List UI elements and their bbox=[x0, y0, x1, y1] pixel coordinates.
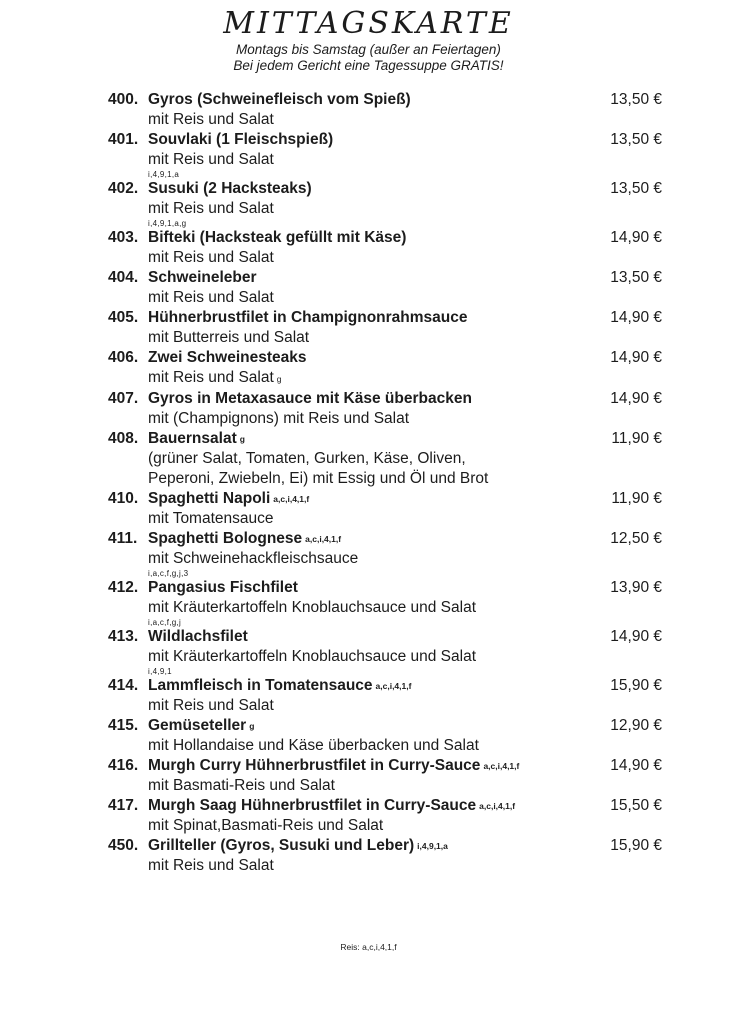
item-description-text: mit Reis und Salat bbox=[148, 151, 274, 168]
page-header bbox=[0, 0, 737, 74]
item-number: 413. bbox=[108, 628, 139, 645]
menu-item bbox=[108, 627, 662, 676]
subtitle-days: Montags bis Samstag (außer an Feiertagen) bbox=[236, 42, 501, 57]
item-price: 14,90 € bbox=[610, 309, 662, 326]
item-name: Souvlaki (1 Fleischspieß) bbox=[148, 131, 334, 148]
menu-item bbox=[108, 308, 662, 348]
item-description bbox=[148, 509, 662, 529]
item-number: 400. bbox=[108, 91, 139, 108]
item-description-text: mit Reis und Salat bbox=[148, 857, 274, 874]
item-allergen-footnote: i,4,9,1 bbox=[148, 667, 172, 676]
item-allergen-codes: g bbox=[249, 721, 255, 731]
menu-item-title-line bbox=[108, 796, 662, 816]
item-description-text: (grüner Salat, Tomaten, Gurken, Käse, Oliven, bbox=[148, 450, 466, 467]
item-name: Murgh Curry Hühnerbrustfilet in Curry-Sauce bbox=[148, 757, 481, 774]
item-description-text: mit Hollandaise und Käse überbacken und Salat bbox=[148, 737, 479, 754]
item-number: 407. bbox=[108, 390, 139, 407]
item-allergen-footnote: i,a,c,f,g,j,3 bbox=[148, 569, 189, 578]
item-description bbox=[148, 110, 662, 130]
item-name: Spaghetti Bolognese bbox=[148, 530, 303, 547]
menu-item bbox=[108, 716, 662, 756]
menu-item bbox=[108, 489, 662, 529]
menu-item-title bbox=[108, 489, 611, 509]
menu-item bbox=[108, 389, 662, 429]
item-price: 14,90 € bbox=[610, 229, 662, 246]
item-name: Gyros in Metaxasauce mit Käse überbacken bbox=[148, 390, 472, 407]
item-price: 14,90 € bbox=[610, 349, 662, 366]
menu-item-title bbox=[108, 429, 611, 449]
item-description bbox=[148, 776, 662, 796]
item-name: Lammfleisch in Tomatensauce bbox=[148, 677, 373, 694]
item-description bbox=[148, 647, 662, 667]
menu-item-title-line bbox=[108, 308, 662, 328]
item-price: 13,50 € bbox=[610, 131, 662, 148]
item-name: Hühnerbrustfilet in Champignonrahmsauce bbox=[148, 309, 468, 326]
item-number: 401. bbox=[108, 131, 139, 148]
item-number: 405. bbox=[108, 309, 139, 326]
item-description-text: mit Tomatensauce bbox=[148, 510, 274, 527]
item-allergen-codes: i,4,9,1,a bbox=[417, 841, 448, 851]
item-description bbox=[148, 368, 662, 389]
item-description-allergen-codes: g bbox=[276, 374, 282, 384]
item-price: 13,50 € bbox=[610, 269, 662, 286]
menu-item-title-line bbox=[108, 756, 662, 776]
menu-item-title-line bbox=[108, 429, 662, 449]
item-name: Wildlachsfilet bbox=[148, 628, 248, 645]
item-price: 14,90 € bbox=[610, 628, 662, 645]
menu-item-title-line bbox=[108, 836, 662, 856]
item-name: Bifteki (Hacksteak gefüllt mit Käse) bbox=[148, 229, 407, 246]
item-description-text: mit Reis und Salat bbox=[148, 697, 274, 714]
menu-item-title-line bbox=[108, 348, 662, 368]
item-name: Pangasius Fischfilet bbox=[148, 579, 298, 596]
item-name: Spaghetti Napoli bbox=[148, 490, 271, 507]
menu-item-title-line bbox=[108, 627, 662, 647]
item-price: 12,50 € bbox=[610, 530, 662, 547]
item-name: Schweineleber bbox=[148, 269, 257, 286]
item-description bbox=[148, 736, 662, 756]
menu-item-title bbox=[108, 308, 610, 328]
item-number: 417. bbox=[108, 797, 139, 814]
item-name: Zwei Schweinesteaks bbox=[148, 349, 307, 366]
menu-item-title-line bbox=[108, 130, 662, 150]
menu-item-title bbox=[108, 529, 610, 549]
menu-item-title-line bbox=[108, 676, 662, 696]
menu-item-title bbox=[108, 90, 610, 110]
item-name: Grillteller (Gyros, Susuki und Leber) bbox=[148, 837, 415, 854]
item-allergen-codes: a,c,i,4,1,f bbox=[375, 681, 412, 691]
item-allergen-footnote: i,4,9,1,a bbox=[148, 170, 180, 179]
item-description-text: mit Reis und Salat bbox=[148, 369, 274, 386]
item-description-text: mit Kräuterkartoffeln Knoblauchsauce und Salat bbox=[148, 599, 476, 616]
item-price: 15,90 € bbox=[610, 837, 662, 854]
menu-item-title-line bbox=[108, 268, 662, 288]
item-description bbox=[148, 816, 662, 836]
menu-item-title bbox=[108, 676, 610, 696]
page-title: MITTAGSKARTE bbox=[223, 6, 514, 41]
item-price: 13,50 € bbox=[610, 91, 662, 108]
item-description bbox=[148, 696, 662, 716]
menu-item-title bbox=[108, 756, 610, 776]
item-allergen-footnote: i,a,c,f,g,j bbox=[148, 618, 182, 627]
item-allergen-codes: a,c,i,4,1,f bbox=[479, 801, 516, 811]
item-description bbox=[148, 248, 662, 268]
item-price: 11,90 € bbox=[611, 490, 662, 507]
item-description-line2: Peperoni, Zwiebeln, Ei) mit Essig und Öl und Brot bbox=[148, 470, 489, 487]
menu-item-title bbox=[108, 389, 610, 409]
menu-item bbox=[108, 796, 662, 836]
item-description bbox=[148, 598, 662, 618]
menu-item-title bbox=[108, 578, 610, 598]
item-allergen-codes: a,c,i,4,1,f bbox=[305, 534, 342, 544]
item-description bbox=[148, 856, 662, 876]
menu-item-title bbox=[108, 179, 610, 199]
menu-item bbox=[108, 529, 662, 578]
item-number: 415. bbox=[108, 717, 139, 734]
menu-item bbox=[108, 676, 662, 716]
item-description bbox=[148, 549, 662, 569]
menu-list bbox=[0, 74, 737, 876]
item-number: 416. bbox=[108, 757, 139, 774]
item-number: 414. bbox=[108, 677, 139, 694]
item-number: 404. bbox=[108, 269, 139, 286]
item-price: 13,50 € bbox=[610, 180, 662, 197]
item-number: 403. bbox=[108, 229, 139, 246]
item-price: 14,90 € bbox=[610, 757, 662, 774]
item-allergen-codes: a,c,i,4,1,f bbox=[483, 761, 520, 771]
item-name: Susuki (2 Hacksteaks) bbox=[148, 180, 312, 197]
menu-item-title bbox=[108, 268, 610, 288]
item-description bbox=[148, 199, 662, 219]
item-description bbox=[148, 409, 662, 429]
menu-item-title-line bbox=[108, 529, 662, 549]
menu-item bbox=[108, 179, 662, 228]
item-description-text: mit Schweinehackfleischsauce bbox=[148, 550, 359, 567]
item-name: Bauernsalat bbox=[148, 430, 237, 447]
item-number: 410. bbox=[108, 490, 139, 507]
menu-item bbox=[108, 268, 662, 308]
item-description-text: mit (Champignons) mit Reis und Salat bbox=[148, 410, 410, 427]
menu-item bbox=[108, 578, 662, 627]
footer-allergen-note: Reis: a,c,i,4,1,f bbox=[340, 942, 397, 952]
menu-item-title-line bbox=[108, 179, 662, 199]
menu-item-title bbox=[108, 836, 610, 856]
item-allergen-footnote: i,4,9,1,a,g bbox=[148, 219, 187, 228]
item-number: 412. bbox=[108, 579, 139, 596]
item-description-text: mit Reis und Salat bbox=[148, 289, 274, 306]
menu-item bbox=[108, 90, 662, 130]
menu-item bbox=[108, 429, 662, 489]
item-allergen-codes: g bbox=[239, 434, 245, 444]
item-price: 13,90 € bbox=[610, 579, 662, 596]
menu-item-title-line bbox=[108, 489, 662, 509]
menu-item-title bbox=[108, 796, 610, 816]
item-number: 411. bbox=[108, 530, 138, 547]
subtitle-soup-offer: Bei jedem Gericht eine Tagessuppe GRATIS! bbox=[233, 58, 504, 73]
item-description-text: mit Reis und Salat bbox=[148, 249, 274, 266]
menu-item bbox=[108, 756, 662, 796]
item-description-text: mit Spinat,Basmati-Reis und Salat bbox=[148, 817, 384, 834]
item-price: 14,90 € bbox=[610, 390, 662, 407]
item-price: 15,50 € bbox=[610, 797, 662, 814]
item-price: 12,90 € bbox=[610, 717, 662, 734]
item-description-text: mit Reis und Salat bbox=[148, 200, 274, 217]
menu-item bbox=[108, 836, 662, 876]
menu-item-title-line bbox=[108, 90, 662, 110]
menu-item-title-line bbox=[108, 389, 662, 409]
item-description bbox=[148, 328, 662, 348]
item-name: Gyros (Schweinefleisch vom Spieß) bbox=[148, 91, 411, 108]
item-description-text: mit Reis und Salat bbox=[148, 111, 274, 128]
menu-item-title bbox=[108, 716, 610, 736]
item-price: 11,90 € bbox=[611, 430, 662, 447]
item-allergen-codes: a,c,i,4,1,f bbox=[273, 494, 310, 504]
item-number: 450. bbox=[108, 837, 139, 854]
item-description bbox=[148, 288, 662, 308]
item-number: 402. bbox=[108, 180, 139, 197]
item-description bbox=[148, 449, 662, 469]
item-description-text: mit Kräuterkartoffeln Knoblauchsauce und Salat bbox=[148, 648, 476, 665]
menu-item-title-line bbox=[108, 716, 662, 736]
item-number: 406. bbox=[108, 349, 139, 366]
menu-item-title bbox=[108, 228, 610, 248]
menu-item-title-line bbox=[108, 578, 662, 598]
item-name: Gemüseteller bbox=[148, 717, 247, 734]
menu-item-title-line bbox=[108, 228, 662, 248]
item-name: Murgh Saag Hühnerbrustfilet in Curry-Sauce bbox=[148, 797, 477, 814]
item-description bbox=[148, 150, 662, 170]
menu-item bbox=[108, 348, 662, 389]
item-description-text: mit Butterreis und Salat bbox=[148, 329, 310, 346]
menu-item-title bbox=[108, 130, 610, 150]
menu-item-title bbox=[108, 348, 610, 368]
menu-item bbox=[108, 228, 662, 268]
item-price: 15,90 € bbox=[610, 677, 662, 694]
item-description-text: mit Basmati-Reis und Salat bbox=[148, 777, 335, 794]
menu-item bbox=[108, 130, 662, 179]
menu-item-title bbox=[108, 627, 610, 647]
item-number: 408. bbox=[108, 430, 139, 447]
